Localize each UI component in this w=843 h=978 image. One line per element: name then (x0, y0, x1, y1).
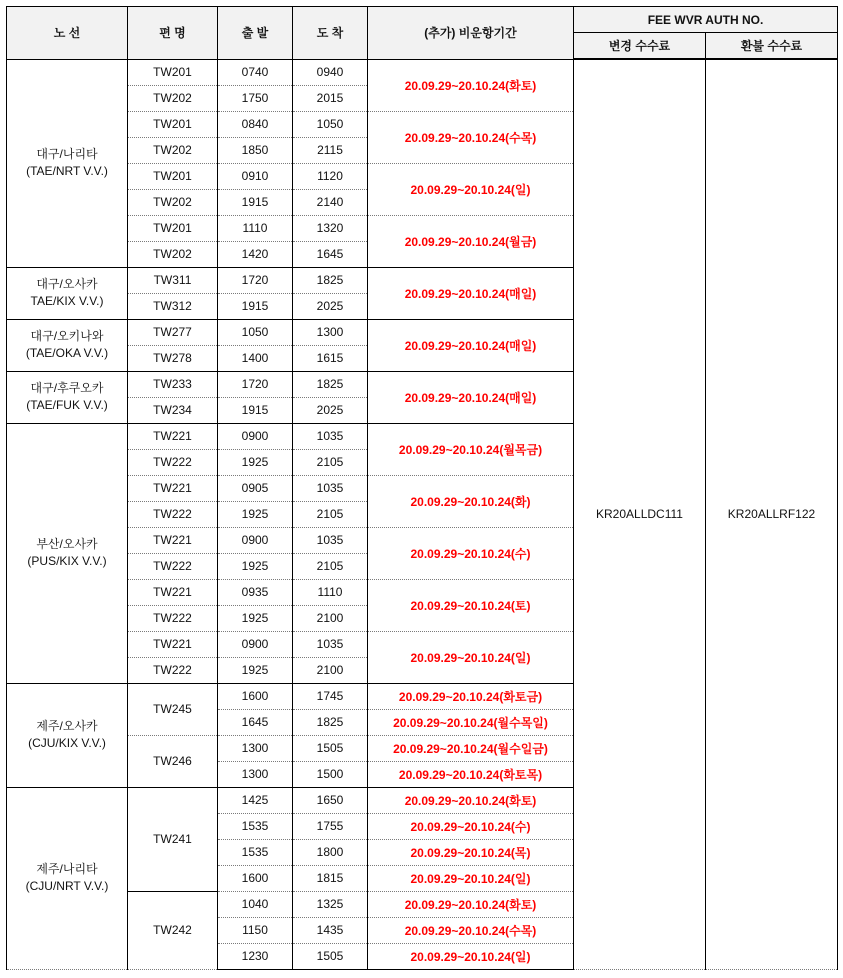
arrival-cell: 1825 (293, 267, 368, 293)
arrival-cell: 2105 (293, 553, 368, 579)
flight-cell: TW246 (128, 735, 218, 787)
arrival-cell: 1035 (293, 631, 368, 657)
departure-cell: 1850 (218, 137, 293, 163)
arrival-cell: 1755 (293, 813, 368, 839)
departure-cell: 1915 (218, 293, 293, 319)
departure-cell: 0905 (218, 475, 293, 501)
departure-cell: 1425 (218, 787, 293, 813)
period-cell: 20.09.29~20.10.24(일) (368, 163, 574, 215)
arrival-cell: 2025 (293, 293, 368, 319)
header-arrival: 도 착 (293, 7, 368, 60)
departure-cell: 1040 (218, 891, 293, 917)
flight-cell: TW242 (128, 891, 218, 969)
period-cell: 20.09.29~20.10.24(매일) (368, 319, 574, 371)
arrival-cell: 1505 (293, 943, 368, 969)
arrival-cell: 0940 (293, 59, 368, 85)
period-cell: 20.09.29~20.10.24(화토금) (368, 683, 574, 709)
route-code: (TAE/NRT V.V.) (26, 164, 108, 178)
period-cell: 20.09.29~20.10.24(월수일금) (368, 735, 574, 761)
route-code: (TAE/OKA V.V.) (25, 346, 109, 360)
flight-cell: TW221 (128, 475, 218, 501)
flight-cell: TW202 (128, 137, 218, 163)
period-cell: 20.09.29~20.10.24(월금) (368, 215, 574, 267)
departure-cell: 1720 (218, 267, 293, 293)
flight-cell: TW311 (128, 267, 218, 293)
arrival-cell: 1815 (293, 865, 368, 891)
route-name: 제주/오사카 (36, 719, 98, 733)
arrival-cell: 2115 (293, 137, 368, 163)
route-name: 대구/오사카 (36, 277, 98, 291)
departure-cell: 1600 (218, 865, 293, 891)
departure-cell: 1535 (218, 839, 293, 865)
departure-cell: 0840 (218, 111, 293, 137)
flight-cell: TW312 (128, 293, 218, 319)
flight-cell: TW222 (128, 657, 218, 683)
arrival-cell: 1325 (293, 891, 368, 917)
route-code: (PUS/KIX V.V.) (27, 554, 107, 568)
header-period: (추가) 비운항기간 (368, 7, 574, 60)
flight-cell: TW277 (128, 319, 218, 345)
arrival-cell: 2015 (293, 85, 368, 111)
change-fee-code: KR20ALLDC111 (574, 59, 706, 969)
header-departure: 출 발 (218, 7, 293, 60)
period-cell: 20.09.29~20.10.24(화토) (368, 59, 574, 111)
route-code: (CJU/NRT V.V.) (25, 879, 109, 893)
route-name: 대구/오키나와 (30, 329, 104, 343)
route-name: 제주/나리타 (36, 862, 98, 876)
arrival-cell: 2100 (293, 605, 368, 631)
header-flight: 편 명 (128, 7, 218, 60)
departure-cell: 1915 (218, 189, 293, 215)
period-cell: 20.09.29~20.10.24(화토목) (368, 761, 574, 787)
arrival-cell: 2100 (293, 657, 368, 683)
departure-cell: 1230 (218, 943, 293, 969)
departure-cell: 1535 (218, 813, 293, 839)
flight-cell: TW278 (128, 345, 218, 371)
flight-cell: TW202 (128, 189, 218, 215)
departure-cell: 0740 (218, 59, 293, 85)
arrival-cell: 1505 (293, 735, 368, 761)
period-cell: 20.09.29~20.10.24(일) (368, 631, 574, 683)
arrival-cell: 1035 (293, 475, 368, 501)
departure-cell: 1050 (218, 319, 293, 345)
period-cell: 20.09.29~20.10.24(화토) (368, 891, 574, 917)
flight-cell: TW245 (128, 683, 218, 735)
period-cell: 20.09.29~20.10.24(일) (368, 943, 574, 969)
route-tae-fuk (7, 371, 128, 423)
flight-cell: TW201 (128, 163, 218, 189)
header-route: 노 선 (7, 7, 128, 60)
route-cju-kix (7, 683, 128, 787)
arrival-cell: 1645 (293, 241, 368, 267)
arrival-cell: 2105 (293, 449, 368, 475)
schedule-table-wrapper (6, 6, 838, 970)
flight-cell: TW201 (128, 59, 218, 85)
period-cell: 20.09.29~20.10.24(화) (368, 475, 574, 527)
arrival-cell: 2105 (293, 501, 368, 527)
departure-cell: 1110 (218, 215, 293, 241)
departure-cell: 1925 (218, 657, 293, 683)
flight-cell: TW201 (128, 111, 218, 137)
arrival-cell: 1615 (293, 345, 368, 371)
flight-cell: TW202 (128, 85, 218, 111)
route-code: (CJU/KIX V.V.) (28, 736, 106, 750)
departure-cell: 1300 (218, 761, 293, 787)
departure-cell: 1925 (218, 553, 293, 579)
route-name: 대구/나리타 (36, 147, 98, 161)
arrival-cell: 1825 (293, 709, 368, 735)
departure-cell: 1750 (218, 85, 293, 111)
period-cell: 20.09.29~20.10.24(수목) (368, 111, 574, 163)
arrival-cell: 1300 (293, 319, 368, 345)
departure-cell: 1915 (218, 397, 293, 423)
flight-cell: TW233 (128, 371, 218, 397)
period-cell: 20.09.29~20.10.24(수) (368, 813, 574, 839)
arrival-cell: 1035 (293, 527, 368, 553)
period-cell: 20.09.29~20.10.24(목) (368, 839, 574, 865)
arrival-cell: 2025 (293, 397, 368, 423)
header-change-fee: 변경 수수료 (574, 33, 706, 60)
departure-cell: 1925 (218, 605, 293, 631)
route-name: 부산/오사카 (36, 537, 98, 551)
arrival-cell: 1435 (293, 917, 368, 943)
route-tae-kix (7, 267, 128, 319)
schedule-table (6, 6, 838, 970)
departure-cell: 1300 (218, 735, 293, 761)
departure-cell: 1150 (218, 917, 293, 943)
flight-cell: TW221 (128, 527, 218, 553)
arrival-cell: 1800 (293, 839, 368, 865)
arrival-cell: 1110 (293, 579, 368, 605)
header-fee-group: FEE WVR AUTH NO. (574, 7, 838, 33)
flight-cell: TW234 (128, 397, 218, 423)
arrival-cell: 1120 (293, 163, 368, 189)
flight-cell: TW241 (128, 787, 218, 891)
departure-cell: 0900 (218, 631, 293, 657)
period-cell: 20.09.29~20.10.24(토) (368, 579, 574, 631)
arrival-cell: 1650 (293, 787, 368, 813)
period-cell: 20.09.29~20.10.24(월수목일) (368, 709, 574, 735)
period-cell: 20.09.29~20.10.24(화토) (368, 787, 574, 813)
route-code: TAE/KIX V.V.) (30, 294, 104, 308)
arrival-cell: 1500 (293, 761, 368, 787)
arrival-cell: 1050 (293, 111, 368, 137)
departure-cell: 1400 (218, 345, 293, 371)
route-pus-kix (7, 423, 128, 683)
departure-cell: 1925 (218, 501, 293, 527)
departure-cell: 0900 (218, 527, 293, 553)
refund-fee-code: KR20ALLRF122 (706, 59, 838, 969)
flight-cell: TW222 (128, 501, 218, 527)
arrival-cell: 1825 (293, 371, 368, 397)
flight-cell: TW221 (128, 631, 218, 657)
flight-cell: TW222 (128, 605, 218, 631)
period-cell: 20.09.29~20.10.24(수목) (368, 917, 574, 943)
route-cju-nrt (7, 787, 128, 969)
route-code: (TAE/FUK V.V.) (26, 398, 108, 412)
period-cell: 20.09.29~20.10.24(일) (368, 865, 574, 891)
period-cell: 20.09.29~20.10.24(매일) (368, 267, 574, 319)
arrival-cell: 1320 (293, 215, 368, 241)
flight-cell: TW221 (128, 423, 218, 449)
departure-cell: 1645 (218, 709, 293, 735)
departure-cell: 1420 (218, 241, 293, 267)
route-tae-nrt (7, 59, 128, 267)
departure-cell: 0910 (218, 163, 293, 189)
arrival-cell: 1745 (293, 683, 368, 709)
arrival-cell: 2140 (293, 189, 368, 215)
flight-cell: TW202 (128, 241, 218, 267)
route-name: 대구/후쿠오카 (30, 381, 104, 395)
departure-cell: 1925 (218, 449, 293, 475)
departure-cell: 0900 (218, 423, 293, 449)
flight-cell: TW201 (128, 215, 218, 241)
arrival-cell: 1035 (293, 423, 368, 449)
flight-cell: TW221 (128, 579, 218, 605)
header-refund-fee: 환불 수수료 (706, 33, 838, 60)
period-cell: 20.09.29~20.10.24(월목금) (368, 423, 574, 475)
departure-cell: 1600 (218, 683, 293, 709)
period-cell: 20.09.29~20.10.24(매일) (368, 371, 574, 423)
route-tae-oka (7, 319, 128, 371)
flight-cell: TW222 (128, 553, 218, 579)
departure-cell: 0935 (218, 579, 293, 605)
flight-cell: TW222 (128, 449, 218, 475)
departure-cell: 1720 (218, 371, 293, 397)
period-cell: 20.09.29~20.10.24(수) (368, 527, 574, 579)
